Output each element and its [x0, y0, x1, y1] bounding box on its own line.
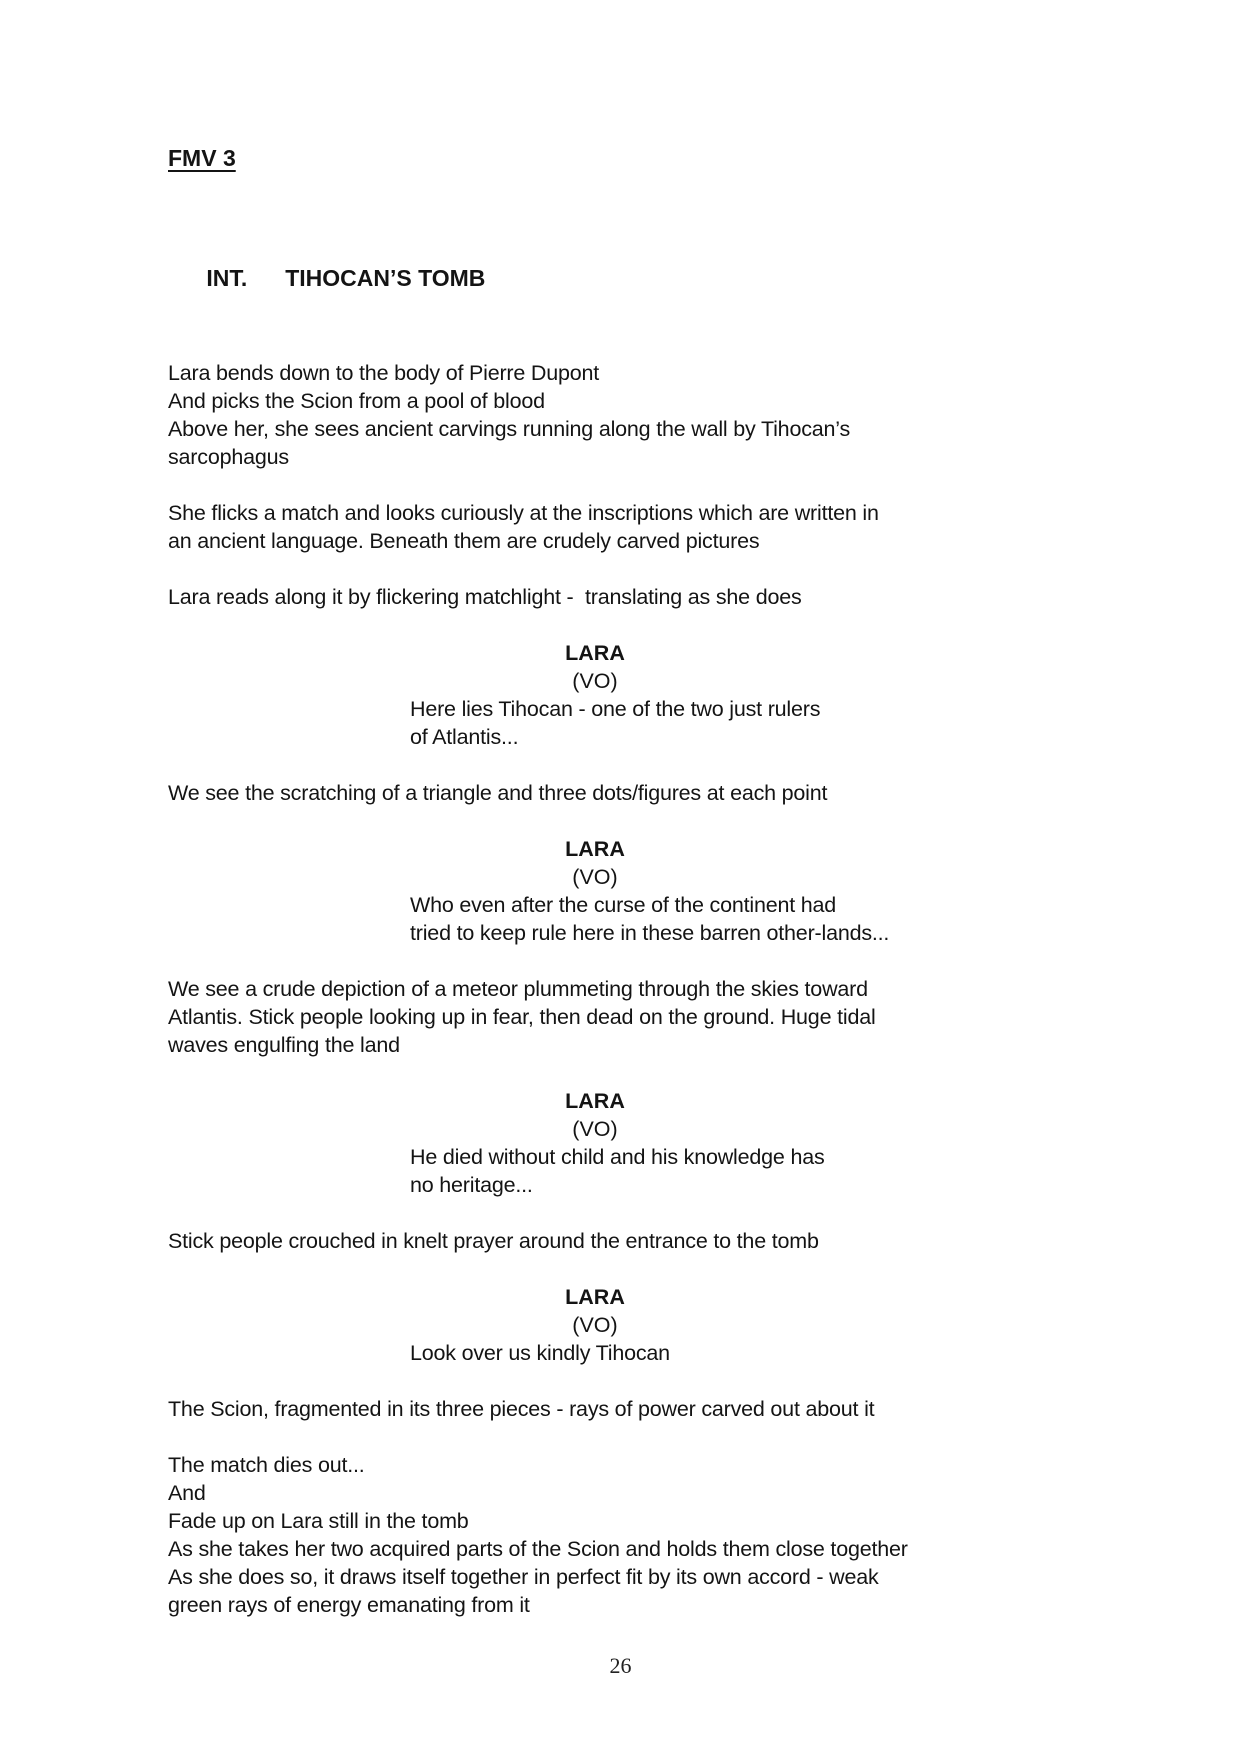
dialogue-block	[168, 1087, 1073, 1199]
action-line: Lara reads along it by flickering matchlight - translating as she does	[168, 585, 802, 609]
action-block	[168, 975, 1073, 1059]
action-block	[168, 359, 1073, 471]
dialogue-line: no heritage...	[410, 1173, 533, 1197]
action-block	[168, 499, 1073, 555]
action-line: green rays of energy emanating from it	[168, 1593, 530, 1617]
action-line: Above her, she sees ancient carvings running along the wall by Tihocan’s	[168, 417, 850, 441]
action-block	[168, 1451, 1073, 1619]
scene-heading	[168, 227, 1073, 329]
action-line: Lara bends down to the body of Pierre Dupont	[168, 361, 600, 385]
page-number: 26	[609, 1653, 632, 1678]
dialogue-block	[168, 1283, 1073, 1367]
action-line: The match dies out...	[168, 1453, 365, 1477]
script-body	[168, 359, 1073, 1619]
scene-heading-prefix: INT.	[206, 265, 248, 291]
action-line: Stick people crouched in knelt prayer around the entrance to the tomb	[168, 1229, 819, 1253]
character-name: LARA	[565, 1285, 625, 1309]
dialogue-line: tried to keep rule here in these barren other-lands...	[410, 921, 890, 945]
parenthetical: (VO)	[572, 865, 618, 889]
scene-label-text: FMV 3	[168, 145, 236, 171]
dialogue-block	[168, 835, 1073, 947]
action-line: She flicks a match and looks curiously at the inscriptions which are written in	[168, 501, 879, 525]
action-line: Atlantis. Stick people looking up in fear, then dead on the ground. Huge tidal	[168, 1005, 876, 1029]
action-line: waves engulfing the land	[168, 1033, 400, 1057]
parenthetical: (VO)	[572, 1313, 618, 1337]
dialogue-line: He died without child and his knowledge has	[410, 1145, 825, 1169]
action-line: As she does so, it draws itself together in perfect fit by its own accord - weak	[168, 1565, 879, 1589]
script-content	[168, 0, 1073, 1647]
dialogue-line: Look over us kindly Tihocan	[410, 1341, 670, 1365]
character-name: LARA	[565, 837, 625, 861]
action-block	[168, 1227, 1073, 1255]
dialogue-line: Who even after the curse of the continent had	[410, 893, 837, 917]
scene-label	[168, 141, 1073, 175]
action-line: sarcophagus	[168, 445, 289, 469]
action-line: And picks the Scion from a pool of blood	[168, 389, 545, 413]
action-line: Fade up on Lara still in the tomb	[168, 1509, 469, 1533]
character-name: LARA	[565, 641, 625, 665]
dialogue-lines	[168, 695, 1073, 751]
action-block	[168, 1395, 1073, 1423]
parenthetical: (VO)	[572, 669, 618, 693]
dialogue-block	[168, 639, 1073, 751]
character-name: LARA	[565, 1089, 625, 1113]
action-line: And	[168, 1481, 206, 1505]
parenthetical: (VO)	[572, 1117, 618, 1141]
action-line: As she takes her two acquired parts of the Scion and holds them close together	[168, 1537, 908, 1561]
dialogue-line: Here lies Tihocan - one of the two just rulers	[410, 697, 821, 721]
dialogue-line: of Atlantis...	[410, 725, 519, 749]
action-line: The Scion, fragmented in its three pieces - rays of power carved out about it	[168, 1397, 875, 1421]
action-block	[168, 583, 1073, 611]
dialogue-lines	[168, 891, 1073, 947]
dialogue-lines	[168, 1143, 1073, 1199]
dialogue-lines	[168, 1339, 1073, 1367]
action-line: We see the scratching of a triangle and three dots/figures at each point	[168, 781, 828, 805]
action-line: We see a crude depiction of a meteor plummeting through the skies toward	[168, 977, 868, 1001]
action-block	[168, 779, 1073, 807]
scene-heading-title: TIHOCAN’S TOMB	[285, 265, 486, 291]
action-line: an ancient language. Beneath them are crudely carved pictures	[168, 529, 760, 553]
